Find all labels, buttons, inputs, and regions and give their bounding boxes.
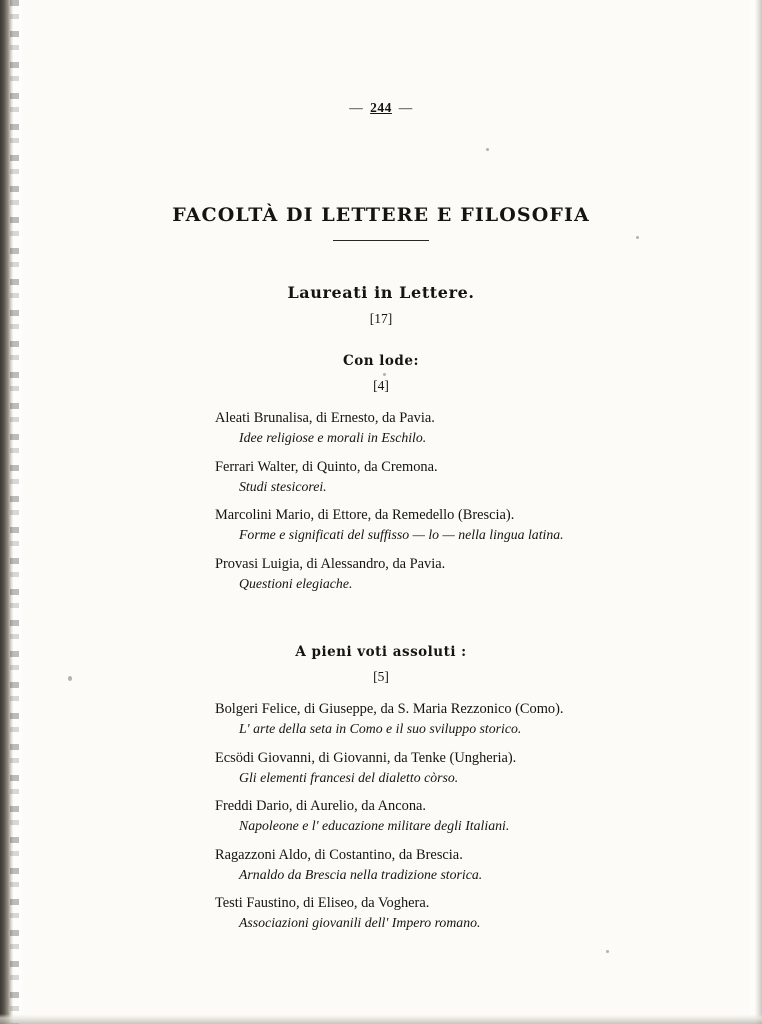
graduate-name: Testi Faustino, di Eliseo, da Voghera. xyxy=(215,895,430,912)
list-item xyxy=(215,459,702,496)
list-item xyxy=(215,750,702,787)
group-count-con-lode: [4] xyxy=(373,378,389,393)
graduate-name: Provasi Luigia, di Alessandro, da Pavia. xyxy=(215,555,446,572)
thesis-title: Idee religiose e morali in Eschilo. xyxy=(239,429,427,445)
list-item xyxy=(215,847,702,884)
scan-speck xyxy=(606,950,609,953)
page-folio xyxy=(0,100,762,116)
section-heading-laureati: Laureati in Lettere. xyxy=(287,283,475,302)
thesis-title: Napoleone e l' educazione militare degli Italiani. xyxy=(239,818,510,834)
entry-list-pieni-voti xyxy=(0,701,762,932)
page-number: 244 xyxy=(370,100,392,115)
folio-dash-left: — xyxy=(349,100,364,115)
entry-list-con-lode xyxy=(0,410,762,592)
group-heading-con-lode: Con lode: xyxy=(343,353,419,369)
graduate-name: Marcolini Mario, di Ettore, da Remedello (Brescia). xyxy=(215,507,515,524)
graduate-name: Ferrari Walter, di Quinto, da Cremona. xyxy=(215,458,438,475)
faculty-title: FACOLTÀ DI LETTERE E FILOSOFIA xyxy=(172,204,590,226)
list-item xyxy=(215,798,702,835)
graduate-name: Aleati Brunalisa, di Ernesto, da Pavia. xyxy=(215,410,435,426)
group-count-pieni-voti: [5] xyxy=(373,669,389,685)
thesis-title: Studi stesicorei. xyxy=(239,478,327,494)
thesis-title: Arnaldo da Brescia nella tradizione storica. xyxy=(239,866,483,882)
list-item xyxy=(215,701,702,738)
thesis-title: Questioni elegiache. xyxy=(239,575,353,591)
scan-bottom-edge xyxy=(0,1014,762,1024)
thesis-title: Forme e significati del suffisso — lo — nella lingua latina. xyxy=(239,527,564,543)
section-count-laureati: [17] xyxy=(369,311,393,326)
list-item xyxy=(215,507,702,544)
thesis-title: L' arte della seta in Como e il suo sviluppo storico. xyxy=(239,721,522,737)
title-divider xyxy=(333,240,429,241)
list-item xyxy=(215,556,702,593)
graduate-name: Freddi Dario, di Aurelio, da Ancona. xyxy=(215,798,427,815)
group-heading-pieni-voti: A pieni voti assoluti : xyxy=(295,644,467,661)
thesis-title: Gli elementi francesi del dialetto còrso. xyxy=(239,769,459,785)
graduate-name: Ragazzoni Aldo, di Costantino, da Brescia. xyxy=(215,846,463,863)
list-item xyxy=(215,410,702,447)
graduate-name: Bolgeri Felice, di Giuseppe, da S. Maria Rezzonico (Como). xyxy=(215,701,564,718)
folio-dash-right: — xyxy=(398,100,413,115)
list-item xyxy=(215,895,702,932)
thesis-title: Associazioni giovanili dell' Impero romano. xyxy=(239,915,481,931)
graduate-name: Ecsödi Giovanni, di Giovanni, da Tenke (Ungheria). xyxy=(215,749,517,766)
